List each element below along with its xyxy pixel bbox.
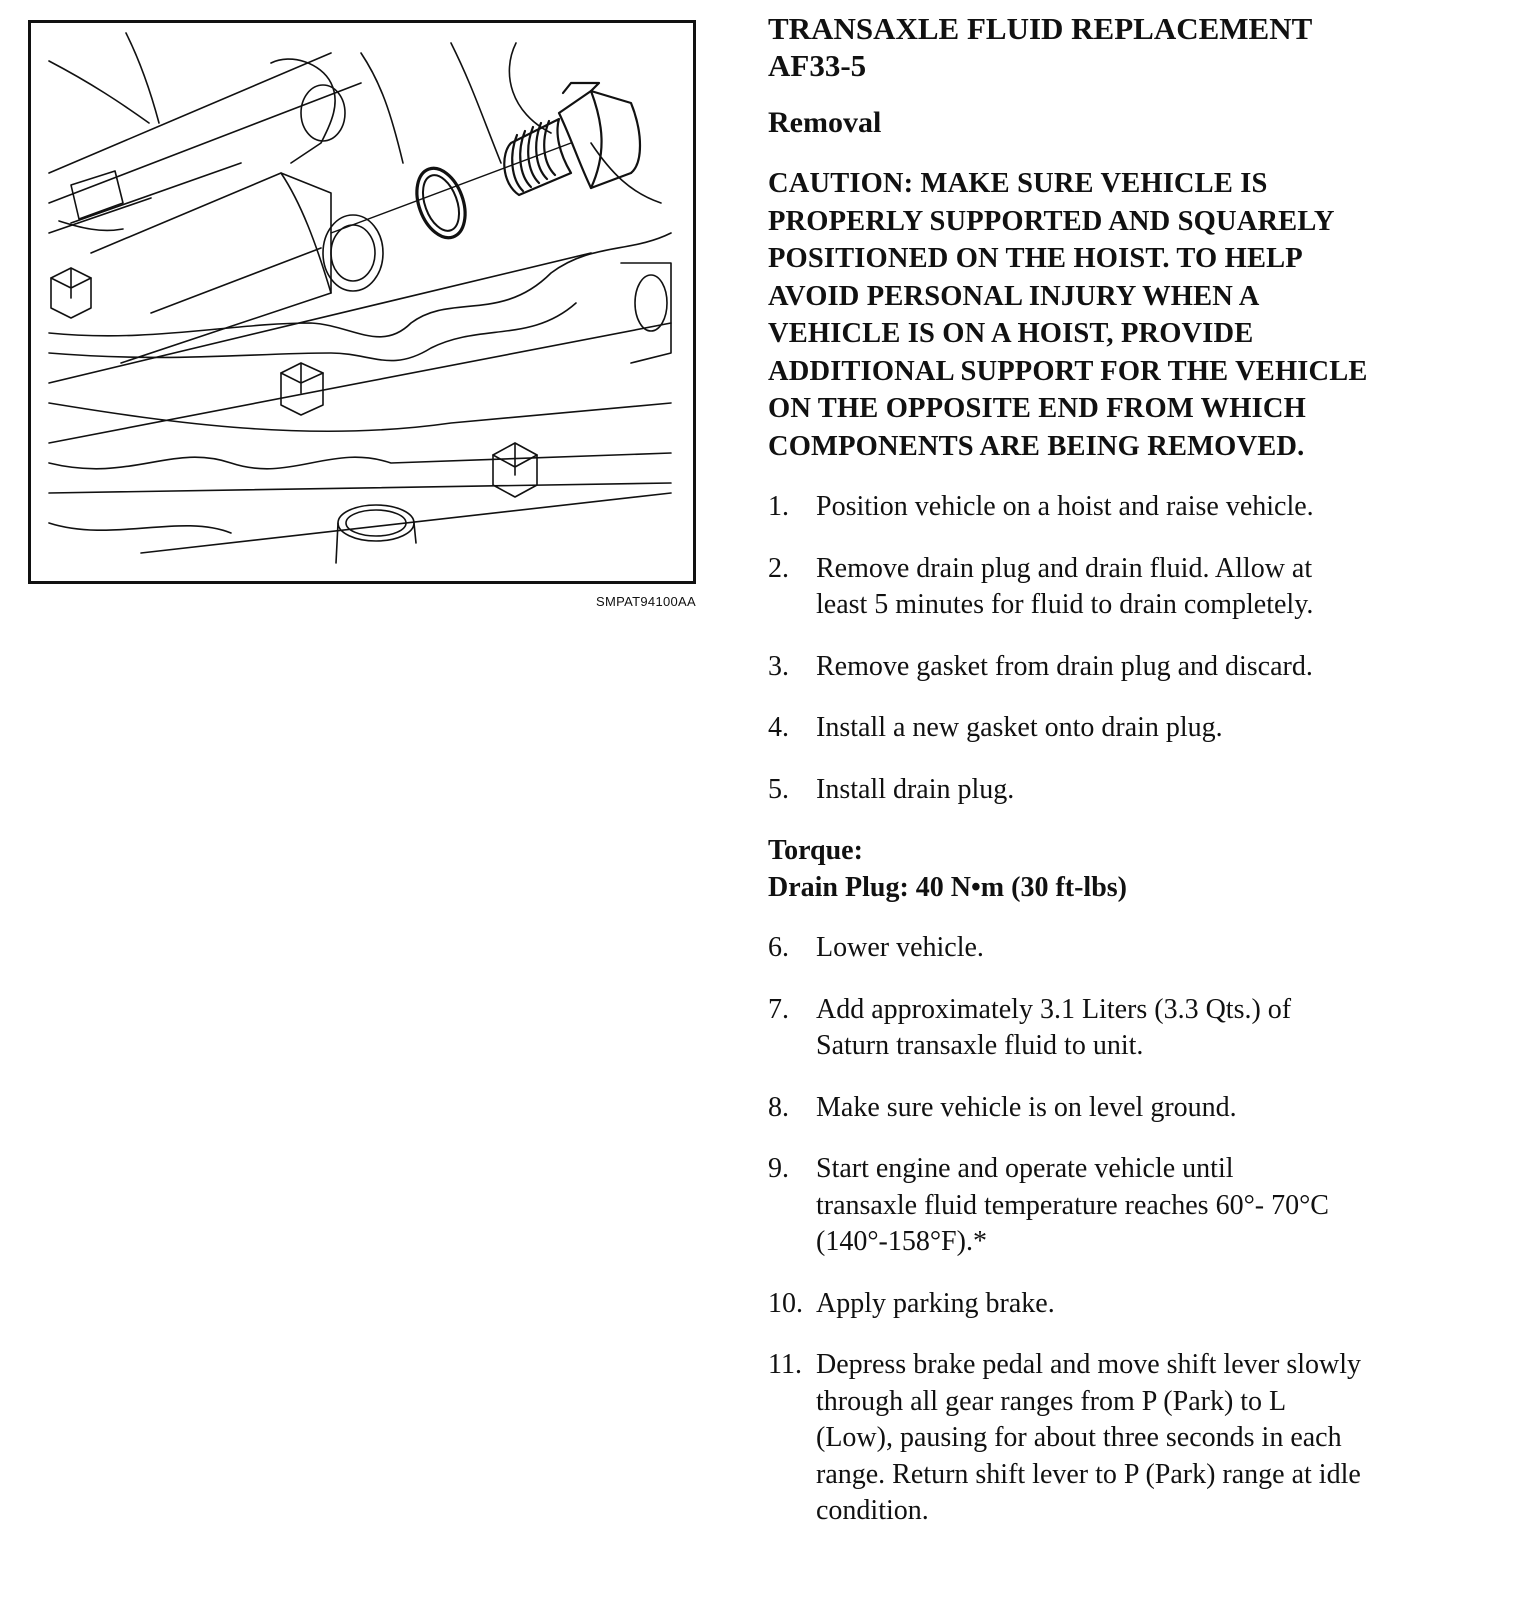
- step-text: range. Return shift lever to P (Park) range at idle: [816, 1458, 1361, 1490]
- page-title: [768, 10, 1498, 84]
- step-text: Remove gasket from drain plug and discard.: [816, 650, 1313, 682]
- step-text: Add approximately 3.1 Liters (3.3 Qts.) of: [816, 993, 1292, 1025]
- step-item: [768, 1151, 1498, 1261]
- step-number: 7.: [768, 993, 789, 1025]
- caution-block: [768, 165, 1498, 465]
- step-item: [768, 772, 1498, 809]
- procedure-column: [768, 10, 1498, 1530]
- step-number: 10.: [768, 1287, 803, 1319]
- step-item: [768, 1090, 1498, 1127]
- caution-line: VEHICLE IS ON A HOIST, PROVIDE: [768, 318, 1254, 349]
- step-number: 11.: [768, 1349, 802, 1380]
- step-text: Install drain plug.: [816, 773, 1015, 805]
- step-item: [768, 649, 1498, 686]
- caution-line: ADDITIONAL SUPPORT FOR THE VEHICLE: [768, 355, 1368, 387]
- step-item: [768, 992, 1498, 1065]
- step-text: through all gear ranges from P (Park) to L: [816, 1385, 1287, 1417]
- section-title: Removal: [768, 106, 882, 139]
- figure-code: SMPAT94100AA: [596, 594, 696, 609]
- torque-spec: [768, 832, 1498, 906]
- step-text: Apply parking brake.: [816, 1287, 1055, 1319]
- step-text: Install a new gasket onto drain plug.: [816, 712, 1223, 743]
- step-number: 5.: [768, 773, 789, 805]
- step-text: Make sure vehicle is on level ground.: [816, 1091, 1237, 1123]
- steps-list-b: [768, 930, 1498, 1530]
- step-text: Start engine and operate vehicle until: [816, 1153, 1234, 1184]
- caution-line: AVOID PERSONAL INJURY WHEN A: [768, 280, 1260, 312]
- step-number: 3.: [768, 650, 789, 682]
- step-text: transaxle fluid temperature reaches 60°- 70°C: [816, 1189, 1329, 1221]
- step-number: 1.: [768, 491, 789, 522]
- steps-list-a: [768, 489, 1498, 808]
- step-text: (140°-158°F).*: [816, 1226, 987, 1257]
- caution-line: PROPERLY SUPPORTED AND SQUARELY: [768, 205, 1335, 237]
- step-number: 9.: [768, 1153, 789, 1184]
- step-item: [768, 1347, 1498, 1530]
- step-text: Depress brake pedal and move shift lever slowly: [816, 1349, 1362, 1380]
- page-title-line-1: TRANSAXLE FLUID REPLACEMENT: [768, 11, 1313, 46]
- step-item: [768, 489, 1498, 526]
- step-text: (Low), pausing for about three seconds in each: [816, 1422, 1342, 1453]
- step-item: [768, 930, 1498, 967]
- caution-line: CAUTION: MAKE SURE VEHICLE IS: [768, 168, 1268, 199]
- step-item: [768, 1286, 1498, 1323]
- caution-line: POSITIONED ON THE HOIST. TO HELP: [768, 243, 1303, 274]
- step-number: 2.: [768, 552, 789, 584]
- caution-line: ON THE OPPOSITE END FROM WHICH: [768, 393, 1306, 424]
- step-number: 6.: [768, 932, 789, 963]
- step-item: [768, 710, 1498, 747]
- step-text: Lower vehicle.: [816, 932, 984, 963]
- step-number: 4.: [768, 712, 789, 743]
- step-number: 8.: [768, 1091, 789, 1123]
- page-title-line-2: AF33-5: [768, 48, 867, 83]
- step-text: Position vehicle on a hoist and raise vehicle.: [816, 491, 1314, 522]
- step-text: Remove drain plug and drain fluid. Allow at: [816, 552, 1313, 584]
- transaxle-drain-plug-illustration: [31, 23, 693, 581]
- step-text: least 5 minutes for fluid to drain completely.: [816, 589, 1314, 620]
- step-text: Saturn transaxle fluid to unit.: [816, 1030, 1144, 1061]
- torque-value: Drain Plug: 40 N•m (30 ft-lbs): [768, 872, 1127, 903]
- drain-plug-figure: [28, 20, 696, 584]
- caution-line: COMPONENTS ARE BEING REMOVED.: [768, 430, 1305, 462]
- step-item: [768, 551, 1498, 624]
- step-text: condition.: [816, 1495, 929, 1526]
- torque-label: Torque:: [768, 835, 863, 866]
